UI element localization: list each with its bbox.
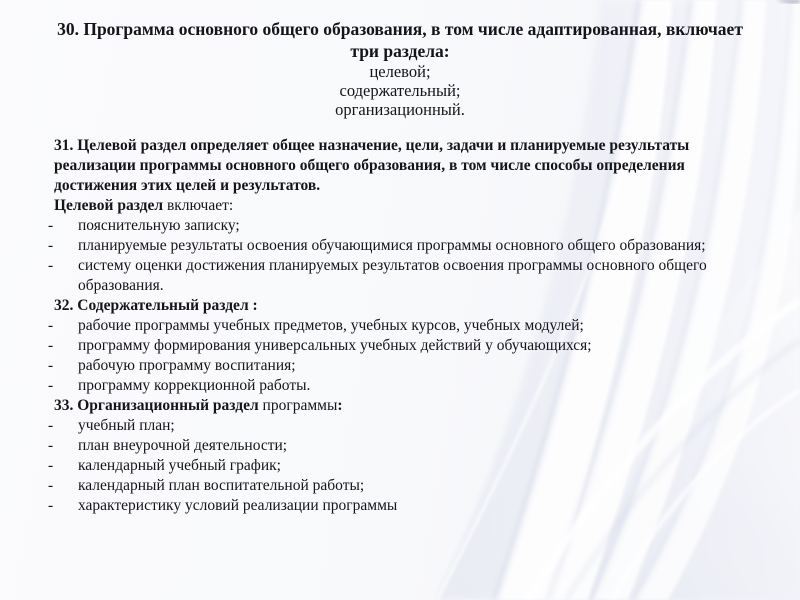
list-item [44, 496, 744, 516]
list-dash: - [48, 337, 54, 354]
list-dash: - [48, 437, 54, 454]
subheading-target-section [44, 196, 744, 216]
heading-32: 32. Содержательный раздел : [54, 297, 258, 314]
list-item-text: учебный план; [78, 417, 175, 434]
list-dash: - [48, 417, 54, 434]
list-item-text: программу формирования универсальных учебных действий у обучающихся; [78, 337, 592, 354]
list-item [44, 436, 744, 456]
list-item [44, 456, 744, 476]
list-dash: - [48, 497, 54, 514]
list-item-text: программу коррекционной работы. [78, 377, 311, 394]
heading-33-colon: : [337, 397, 343, 414]
list-item-text: календарный план воспитательной работы; [78, 477, 365, 494]
list-dash: - [48, 217, 54, 234]
list-item [44, 216, 744, 236]
list-item-text: календарный учебный график; [78, 457, 281, 474]
paragraph-31: 31. Целевой раздел определяет общее назначение, цели, задачи и планируемые результаты реализации программы основного общего образования, в том числе способы определения достижения этих целей и результатов. [54, 137, 690, 194]
list-dash: - [48, 237, 54, 254]
list-dash: - [48, 317, 54, 334]
subheading-regular-part: включает: [163, 197, 234, 214]
list-item-text: систему оценки достижения планируемых результатов освоения программы основного общего образования. [78, 257, 707, 294]
slide-title-line-2: три раздела: [350, 41, 450, 61]
list-item-text: рабочие программы учебных предметов, учебных курсов, учебных модулей; [78, 317, 584, 334]
list-item-text: план внеурочной деятельности; [78, 437, 288, 454]
list-dash: - [48, 477, 54, 494]
list-item [44, 256, 744, 296]
list-item [44, 416, 744, 436]
list-item-text: пояснительную записку; [78, 217, 240, 234]
list-item [44, 476, 744, 496]
list-item-text: рабочую программу воспитания; [78, 357, 296, 374]
list-item [44, 356, 744, 376]
heading-33 [44, 396, 744, 416]
slide-title-line-1: 30. Программа основного общего образования, в том числе адаптированная, включает [57, 19, 743, 39]
list-item [44, 236, 744, 256]
slide-title-block [0, 0, 800, 119]
title-list-item: целевой; [369, 62, 431, 81]
list-item [44, 336, 744, 356]
heading-33-bold-part: 33. Организационный раздел [54, 397, 259, 414]
list-dash: - [48, 457, 54, 474]
list-dash: - [48, 377, 54, 394]
list-item [44, 376, 744, 396]
list-dash: - [48, 357, 54, 374]
title-list-item: содержательный; [339, 81, 461, 100]
subheading-bold-part: Целевой раздел [54, 197, 164, 214]
heading-33-regular-part: программы [258, 397, 338, 414]
title-list-item: организационный. [335, 100, 465, 119]
list-item-text: характеристику условий реализации программы [78, 497, 398, 514]
list-item-text: планируемые результаты освоения обучающимися программы основного общего образования; [78, 237, 706, 254]
list-item [44, 316, 744, 336]
slide-body [44, 136, 744, 516]
list-dash: - [48, 257, 54, 274]
